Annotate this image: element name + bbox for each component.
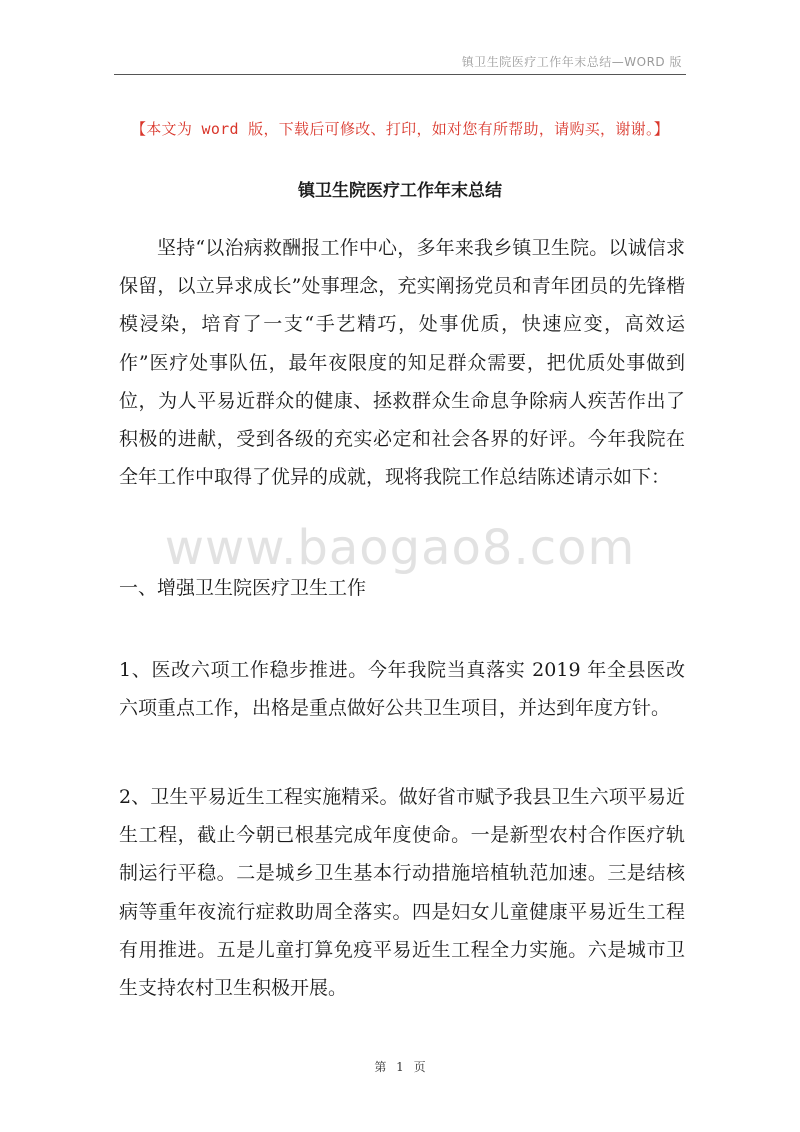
intro-paragraph: 坚持“以治病救酬报工作中心，多年来我乡镇卫生院。以诚信求保留，以立异求成长”处事理念，充实阐扬党员和青年团员的先锋楷模浸染，培育了一支“手艺精巧，处事优质，快速应变，高效运作”医疗处事队伍，最年夜限度的知足群众需要，把优质处事做到位，为人平易近群众的健康、拯救群众生命息争除病人疾苦作出了积极的进献，受到各级的充实必定和社会各界的好评。今年我院在全年工作中取得了优异的成就，现将我院工作总结陈述请示如下： bbox=[119, 237, 685, 489]
header-divider bbox=[114, 74, 686, 75]
page-number: 1 bbox=[396, 1060, 404, 1074]
running-header-title: 镇卫生院医疗工作年末总结—WORD 版 bbox=[461, 55, 682, 69]
download-notice: 【本文为 word 版，下载后可修改、打印，如对您有所帮助，请购买，谢谢。】 bbox=[130, 120, 670, 138]
watermark-text: www.baogao8.com bbox=[164, 520, 636, 576]
document-title: 镇卫生院医疗工作年末总结 bbox=[298, 181, 502, 201]
section-heading: 一、增强卫生院医疗卫生工作 bbox=[119, 577, 367, 599]
item-paragraph-2: 2、卫生平易近生工程实施精采。做好省市赋予我县卫生六项平易近生工程，截止今朝已根基完成年度使命。一是新型农村合作医疗轨制运行平稳。二是城乡卫生基本行动措施培植轨范加速。三是结核病等重年夜流行症救助周全落实。四是妇女儿童健康平易近生工程有用推进。五是儿童打算免疫平易近生工程全力实施。六是城市卫生支持农村卫生积极开展。 bbox=[119, 786, 685, 1000]
page-suffix: 页 bbox=[413, 1060, 426, 1074]
page-footer bbox=[0, 1058, 800, 1075]
item-paragraph-1: 1、医改六项工作稳步推进。今年我院当真落实 2019 年全县医改六项重点工作，出格是重点做好公共卫生项目，并达到年度方针。 bbox=[119, 659, 685, 720]
page-prefix: 第 bbox=[374, 1060, 387, 1074]
